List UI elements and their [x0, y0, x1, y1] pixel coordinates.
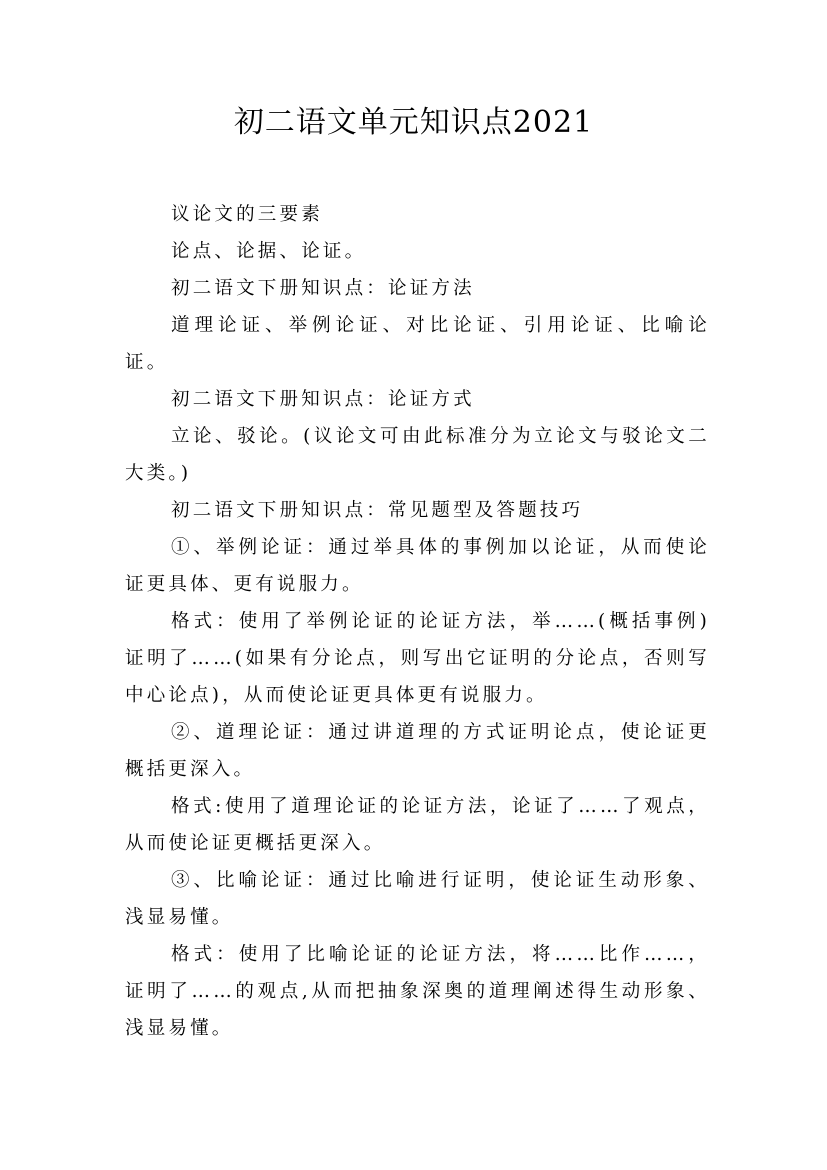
paragraph: 初二语文下册知识点：论证方法	[171, 278, 475, 299]
paragraph: 道理论证、举例论证、对比论证、引用论证、比喻论证。	[125, 315, 710, 373]
paragraph: 论点、论据、论证。	[171, 241, 367, 262]
paragraph: 初二语文下册知识点：常见题型及答题技巧	[171, 500, 584, 521]
paragraph: ②、道理论证：通过讲道理的方式证明论点，使论证更概括更深入。	[125, 722, 710, 780]
paragraph: 格式：使用了举例论证的论证方法，举……(概括事例)证明了……(如果有分论点，则写出它证明的分论点，否则写中心论点)，从而使论证更具体更有说服力。	[125, 611, 710, 706]
paragraph: ①、举例论证：通过举具体的事例加以论证，从而使论证更具体、更有说服力。	[125, 537, 710, 595]
paragraph: 格式：使用了比喻论证的论证方法，将……比作……，证明了……的观点,从而把抽象深奥的道理阐述得生动形象、浅显易懂。	[125, 944, 710, 1039]
document-title: 初二语文单元知识点2021	[233, 105, 594, 140]
paragraph: 初二语文下册知识点：论证方式	[171, 389, 475, 410]
paragraph: 立论、驳论。(议论文可由此标准分为立论文与驳论文二大类。)	[125, 426, 710, 484]
paragraph: ③、比喻论证：通过比喻进行证明，使论证生动形象、浅显易懂。	[125, 870, 710, 928]
paragraph: 议论文的三要素	[171, 204, 323, 225]
paragraph: 格式:使用了道理论证的论证方法，论证了……了观点，从而使论证更概括更深入。	[125, 796, 710, 854]
document-body	[125, 196, 710, 1047]
